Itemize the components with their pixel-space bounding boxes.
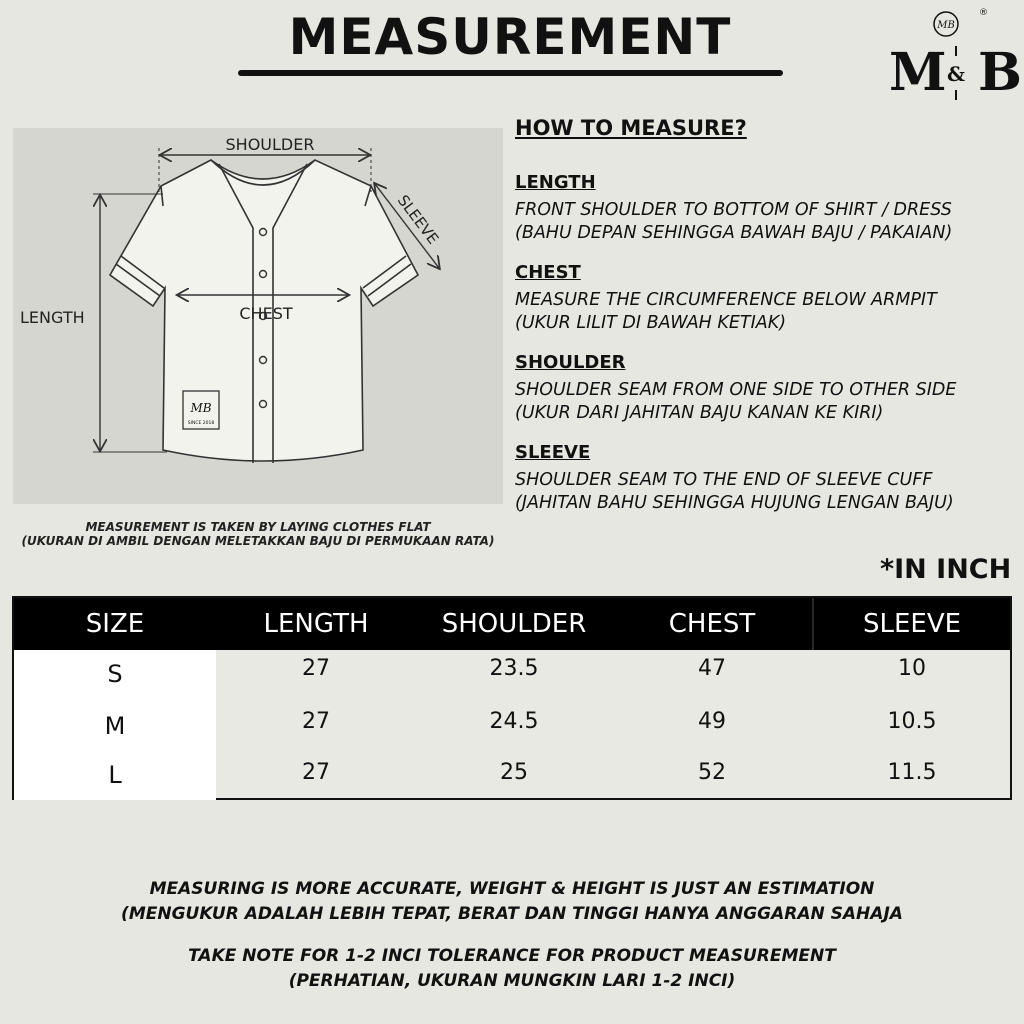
table-cell: 27 <box>302 656 330 681</box>
guide-section-line: (JAHITAN BAHU SEHINGGA HUJUNG LENGAN BAJU) <box>515 493 954 513</box>
guide-section-title: CHEST <box>515 262 581 283</box>
shirt-diagram <box>13 128 503 504</box>
page-title: MEASUREMENT <box>288 8 732 66</box>
logo-ampersand: & <box>947 62 966 86</box>
header-shoulder: SHOULDER <box>441 609 587 639</box>
logo-emblem-text: MB <box>937 20 955 31</box>
footer-note: MEASURING IS MORE ACCURATE, WEIGHT & HEIGHT IS JUST AN ESTIMATION <box>149 879 875 899</box>
guide-section-chest <box>515 262 1015 335</box>
guide-section-sleeve <box>515 442 1015 515</box>
guide-section-line: (BAHU DEPAN SEHINGGA BAWAH BAJU / PAKAIAN) <box>515 223 953 243</box>
footer-note: TAKE NOTE FOR 1-2 INCI TOLERANCE FOR PRODUCT MEASUREMENT <box>188 946 836 966</box>
shoulder-label: SHOULDER <box>225 135 315 154</box>
logo-letter-b: B <box>978 42 1022 103</box>
diagram-caption-line: MEASUREMENT IS TAKEN BY LAYING CLOTHES FLAT <box>85 520 431 534</box>
how-to-measure-heading: HOW TO MEASURE? <box>515 116 747 140</box>
table-cell: 27 <box>302 709 330 734</box>
logo-letter-m: M <box>889 42 947 103</box>
logo-divider <box>955 90 957 100</box>
guide-section-line: SHOULDER SEAM TO THE END OF SLEEVE CUFF <box>515 470 933 490</box>
guide-section-line: SHOULDER SEAM FROM ONE SIDE TO OTHER SIDE <box>515 380 957 400</box>
shirt-diagram-panel <box>13 128 503 504</box>
table-cell: 10 <box>898 656 926 681</box>
table-cell-size: M <box>104 712 126 740</box>
table-cell: 52 <box>698 760 726 785</box>
unit-note: *IN INCH <box>880 554 1012 585</box>
logo-emblem-icon <box>932 10 960 38</box>
guide-section-shoulder <box>515 352 1015 425</box>
tag-monogram: MB <box>190 401 212 415</box>
brand-logo <box>885 6 1023 106</box>
table-cell-size: S <box>107 660 123 688</box>
size-table-header <box>14 598 1010 650</box>
logo-registered-mark: ® <box>979 8 988 18</box>
table-cell: 11.5 <box>887 760 937 785</box>
header-size: SIZE <box>14 598 216 650</box>
table-cell: 10.5 <box>887 709 937 734</box>
guide-section-length <box>515 172 1015 245</box>
size-table <box>12 596 1012 800</box>
sleeve-label: SLEEVE <box>393 191 443 248</box>
title-underline <box>238 70 783 76</box>
chest-label: CHEST <box>239 304 293 323</box>
table-cell: 23.5 <box>489 656 539 681</box>
guide-section-title: LENGTH <box>515 172 596 193</box>
guide-section-title: SLEEVE <box>515 442 591 463</box>
guide-section-line: MEASURE THE CIRCUMFERENCE BELOW ARMPIT <box>515 290 937 310</box>
table-cell: 27 <box>302 760 330 785</box>
diagram-caption-line: (UKURAN DI AMBIL DENGAN MELETAKKAN BAJU DI PERMUKAAN RATA) <box>21 534 495 548</box>
diagram-caption <box>0 520 516 548</box>
table-cell: 47 <box>698 656 726 681</box>
header-sleeve: SLEEVE <box>862 609 962 639</box>
tag-since: SINCE 2018 <box>187 421 215 426</box>
footer-note: (PERHATIAN, UKURAN MUNGKIN LARI 1-2 INCI) <box>288 971 736 991</box>
table-cell: 25 <box>500 760 528 785</box>
table-cell-size: L <box>108 761 122 789</box>
table-cell: 24.5 <box>489 709 539 734</box>
header-length: LENGTH <box>263 609 369 639</box>
header-chest: CHEST <box>668 609 756 639</box>
logo-divider <box>955 46 957 56</box>
guide-section-line: FRONT SHOULDER TO BOTTOM OF SHIRT / DRESS <box>515 200 952 220</box>
table-cell: 49 <box>698 709 726 734</box>
guide-section-line: (UKUR LILIT DI BAWAH KETIAK) <box>515 313 787 333</box>
length-label: LENGTH <box>20 308 85 327</box>
footer-note: (MENGUKUR ADALAH LEBIH TEPAT, BERAT DAN TINGGI HANYA ANGGARAN SAHAJA <box>121 904 903 924</box>
guide-section-line: (UKUR DARI JAHITAN BAJU KANAN KE KIRI) <box>515 403 884 423</box>
guide-section-title: SHOULDER <box>515 352 626 373</box>
